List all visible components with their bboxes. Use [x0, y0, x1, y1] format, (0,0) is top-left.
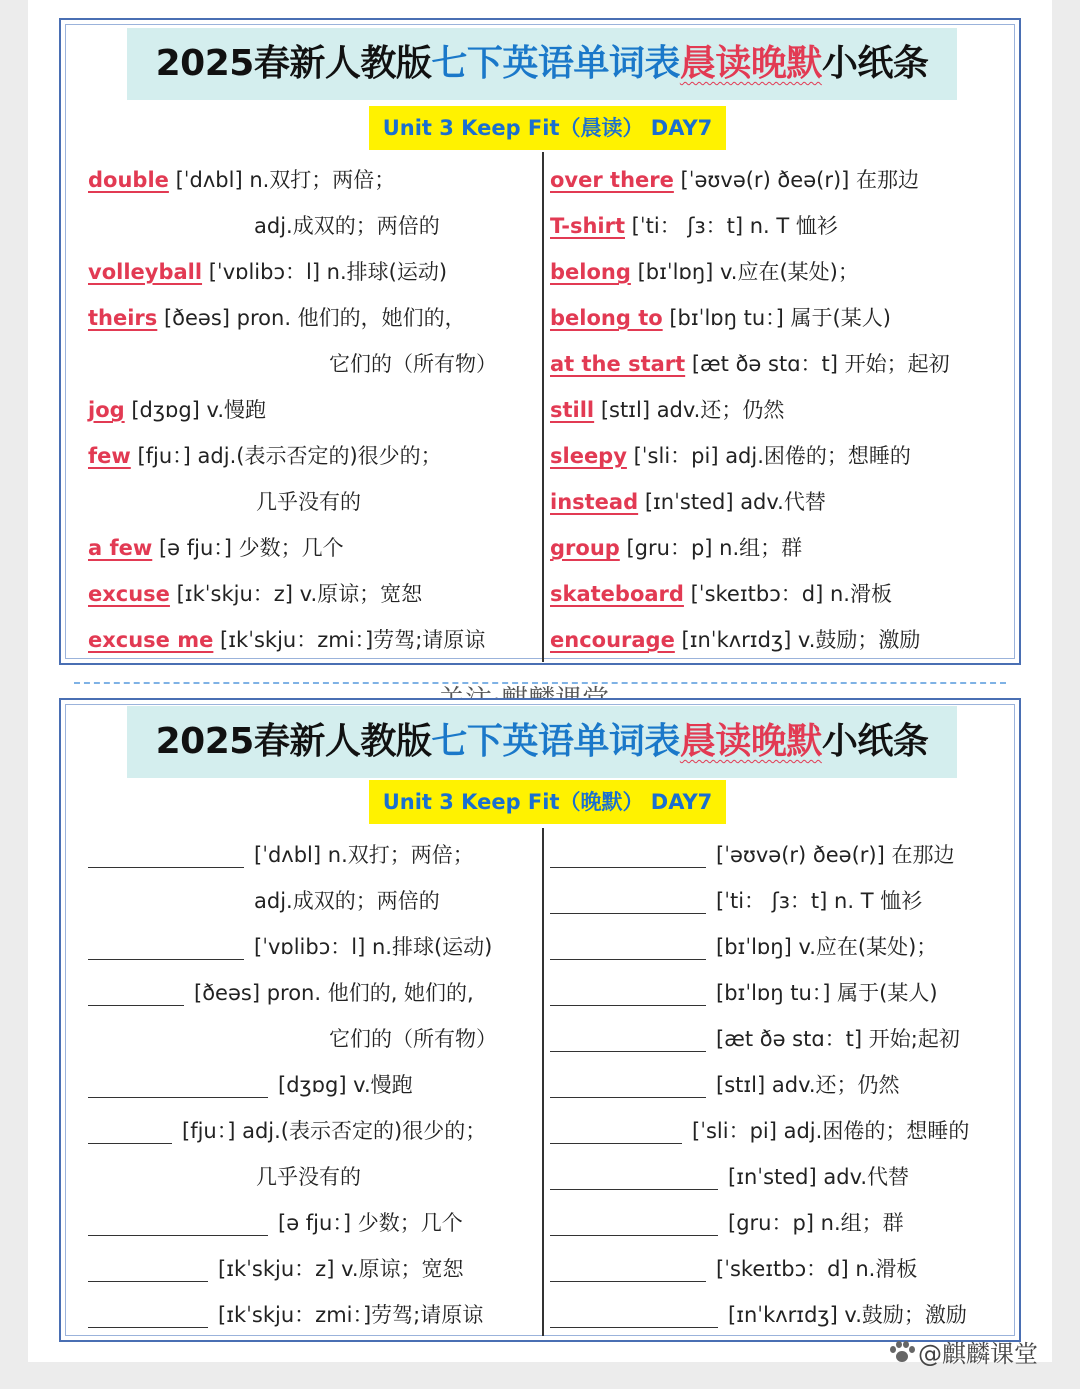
column-divider [542, 828, 544, 1336]
vocab-definition: adj.成双的；两倍的 [254, 214, 440, 238]
vocab-definition: [ɪnˈsted] adv.代替 [728, 1165, 910, 1189]
vocab-row [88, 623, 485, 657]
vocab-definition: [bɪˈlɒŋ] v.应在(某处)； [630, 260, 859, 284]
vocab-row [550, 393, 784, 427]
vocab-definition: [ˈsli：pi] adj.困倦的；想睡的 [626, 444, 911, 468]
answer-blank[interactable] [88, 1121, 172, 1144]
vocab-row [329, 347, 497, 381]
title-suffix: 小纸条 [821, 43, 929, 84]
vocab-word: a few [88, 536, 153, 560]
dictation-row [88, 930, 492, 964]
title-red: 晨读晚默 [679, 43, 822, 84]
dictation-row [550, 1160, 909, 1194]
answer-blank[interactable] [550, 1213, 718, 1236]
dictation-row [88, 976, 474, 1010]
vocab-definition: [ɪkˈskju：z] v.原谅；宽恕 [218, 1257, 464, 1281]
morning-unit-label: Unit 3 Keep Fit（晨读） DAY7 [369, 106, 726, 150]
vocab-definition: [gru：p] n.组；群 [619, 536, 803, 560]
vocab-row [256, 485, 361, 519]
vocab-word: excuse [88, 582, 170, 606]
vocab-definition: [ˈəʊvə(r) ðeə(r)] 在那边 [716, 843, 955, 867]
answer-blank[interactable] [550, 1259, 706, 1282]
morning-title [127, 28, 957, 100]
vocab-definition: 它们的（所有物） [329, 1027, 497, 1051]
vocab-definition: [dʒɒg] v.慢跑 [124, 398, 267, 422]
vocab-definition: [ˈti： ʃɜ：t] n. T 恤衫 [625, 214, 838, 238]
vocab-definition: [bɪˈlɒŋ] v.应在(某处)； [716, 935, 938, 959]
vocab-word: encourage [550, 628, 675, 652]
vocab-definition: 几乎没有的 [256, 1165, 361, 1189]
vocab-definition: [ˈəʊvə(r) ðeə(r)] 在那边 [673, 168, 920, 192]
vocab-definition: [æt ðə stɑ：t] 开始；起初 [685, 352, 950, 376]
vocab-row [550, 209, 838, 243]
dictation-row [88, 1298, 483, 1332]
vocab-row [88, 577, 422, 611]
dictation-row [550, 884, 922, 918]
answer-blank[interactable] [88, 983, 184, 1006]
vocab-definition: [dʒɒg] v.慢跑 [278, 1073, 413, 1097]
dictation-row [550, 838, 954, 872]
vocab-definition: [ə fju：] 少数；几个 [278, 1211, 463, 1235]
answer-blank[interactable] [550, 937, 706, 960]
answer-blank[interactable] [550, 1075, 706, 1098]
answer-blank[interactable] [550, 983, 706, 1006]
title-blue: 七下英语单词表 [431, 721, 680, 762]
dictation-row [254, 884, 440, 918]
watermark [890, 1334, 1038, 1369]
morning-reading-card [59, 18, 1021, 665]
title-blue: 七下英语单词表 [431, 43, 680, 84]
vocab-definition: [bɪˈlɒŋ tu：] 属于(某人) [662, 306, 891, 330]
answer-blank[interactable] [550, 1029, 706, 1052]
vocab-row [550, 301, 891, 335]
vocab-definition: 它们的（所有物） [329, 352, 497, 376]
dictation-row [550, 1206, 904, 1240]
vocab-definition: [ɪnˈkʌrɪdʒ] v.鼓励；激励 [674, 628, 921, 652]
paw-icon [890, 1341, 914, 1363]
dictation-row [88, 838, 474, 872]
vocab-word: group [550, 536, 620, 560]
vocab-definition: [ˈti： ʃɜ：t] n. T 恤衫 [716, 889, 923, 913]
vocab-definition: [ˈdʌbl] n.双打；两倍； [168, 168, 396, 192]
answer-blank[interactable] [550, 845, 706, 868]
answer-blank[interactable] [88, 937, 244, 960]
dictation-row [88, 1252, 464, 1286]
vocab-word: theirs [88, 306, 158, 330]
vocab-word: jog [88, 398, 125, 422]
vocab-definition: [ɪnˈkʌrɪdʒ] v.鼓励；激励 [728, 1303, 967, 1327]
vocab-definition: [ɪnˈsted] adv.代替 [638, 490, 826, 514]
vocab-word: T-shirt [550, 214, 625, 238]
dictation-row [88, 1114, 486, 1148]
column-divider [542, 152, 544, 662]
vocab-word: skateboard [550, 582, 684, 606]
vocab-definition: [ˈvɒlibɔ：l] n.排球(运动) [254, 935, 493, 959]
watermark-text: @麒麟课堂 [918, 1340, 1038, 1368]
answer-blank[interactable] [88, 845, 244, 868]
evening-dictation-card [59, 698, 1021, 1342]
answer-blank[interactable] [550, 1305, 718, 1328]
evening-unit-label: Unit 3 Keep Fit（晚默） DAY7 [369, 780, 726, 824]
dictation-row [550, 1298, 967, 1332]
vocab-definition: [ˈskeɪtbɔ：d] n.滑板 [683, 582, 892, 606]
vocab-definition: [æt ðə stɑ：t] 开始;起初 [716, 1027, 960, 1051]
vocab-word: belong [550, 260, 631, 284]
vocab-definition: [gru：p] n.组；群 [728, 1211, 904, 1235]
vocab-word: double [88, 168, 169, 192]
dictation-row [88, 1068, 413, 1102]
vocab-row [88, 163, 395, 197]
vocab-word: belong to [550, 306, 663, 330]
vocab-definition: [ˈvɒlibɔ：l] n.排球(运动) [202, 260, 448, 284]
dictation-row [329, 1022, 497, 1056]
dictation-row [550, 930, 937, 964]
vocab-definition: [stɪl] adv.还；仍然 [716, 1073, 900, 1097]
title-prefix: 2025春新人教版 [155, 43, 432, 84]
answer-blank[interactable] [88, 1305, 208, 1328]
answer-blank[interactable] [550, 891, 706, 914]
vocab-word: at the start [550, 352, 686, 376]
answer-blank[interactable] [550, 1121, 682, 1144]
vocab-word: sleepy [550, 444, 627, 468]
dictation-row [256, 1160, 361, 1194]
vocab-definition: [ˈskeɪtbɔ：d] n.滑板 [716, 1257, 918, 1281]
vocab-row [88, 393, 266, 427]
vocab-row [550, 577, 892, 611]
vocab-definition: [ɪkˈskju：zmi：]劳驾;请原谅 [218, 1303, 484, 1327]
vocab-definition: [fju：] adj.(表示否定的)很少的； [130, 444, 442, 468]
vocab-word: over there [550, 168, 674, 192]
vocab-row [550, 347, 950, 381]
vocab-row [88, 301, 466, 335]
vocab-row [550, 623, 920, 657]
vocab-definition: [ˈsli：pi] adj.困倦的；想睡的 [692, 1119, 970, 1143]
title-prefix: 2025春新人教版 [155, 721, 432, 762]
dictation-row [550, 1252, 917, 1286]
vocab-word: instead [550, 490, 639, 514]
vocab-row [88, 439, 442, 473]
vocab-row [550, 163, 919, 197]
title-red: 晨读晚默 [679, 721, 822, 762]
vocab-word: still [550, 398, 595, 422]
answer-blank[interactable] [88, 1075, 268, 1098]
answer-blank[interactable] [88, 1259, 208, 1282]
vocab-definition: [fju：] adj.(表示否定的)很少的； [182, 1119, 487, 1143]
dictation-row [550, 1022, 960, 1056]
vocab-word: few [88, 444, 131, 468]
title-suffix: 小纸条 [821, 721, 929, 762]
vocab-row [550, 531, 802, 565]
dictation-row [550, 976, 938, 1010]
vocab-word: excuse me [88, 628, 214, 652]
vocab-definition: [ðeəs] pron. 他们的, 她们的, [194, 981, 474, 1005]
vocab-row [550, 485, 826, 519]
vocab-row [254, 209, 440, 243]
dictation-row [550, 1068, 900, 1102]
dictation-row [88, 1206, 463, 1240]
vocab-definition: [ə fju：] 少数；几个 [152, 536, 344, 560]
vocab-word: volleyball [88, 260, 203, 284]
dictation-row [550, 1114, 969, 1148]
vocab-row [550, 255, 859, 289]
evening-title [127, 706, 957, 778]
vocab-row [550, 439, 911, 473]
vocab-definition: [ðeəs] pron. 他们的，她们的， [157, 306, 466, 330]
vocab-row [88, 531, 344, 565]
vocab-definition: [stɪl] adv.还；仍然 [594, 398, 785, 422]
vocab-definition: 几乎没有的 [256, 490, 361, 514]
answer-blank[interactable] [550, 1167, 718, 1190]
answer-blank[interactable] [88, 1213, 268, 1236]
vocab-definition: [ɪkˈskju：zmi：]劳驾;请原谅 [213, 628, 486, 652]
vocab-definition: [bɪˈlɒŋ tu：] 属于(某人) [716, 981, 938, 1005]
vocab-definition: [ˈdʌbl] n.双打；两倍； [254, 843, 474, 867]
vocab-row [88, 255, 447, 289]
vocab-definition: adj.成双的；两倍的 [254, 889, 440, 913]
vocab-definition: [ɪkˈskju：z] v.原谅；宽恕 [169, 582, 423, 606]
